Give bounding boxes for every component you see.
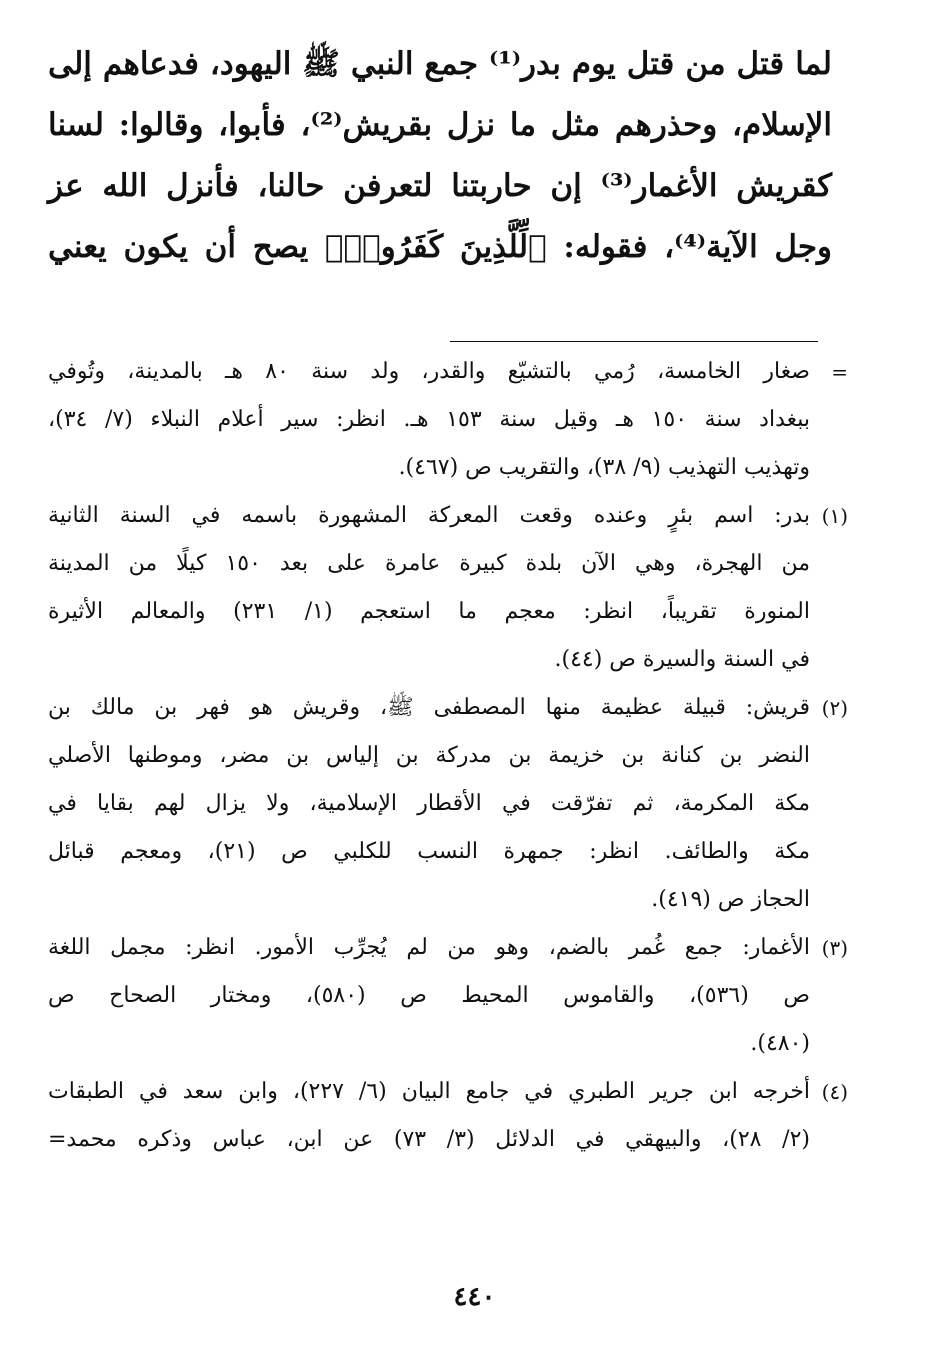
footnote-line: الحجاز ص (٤١٩). [651,887,810,912]
footnote-line: (٢/ ٢٨)، والبيهقي في الدلائل (٣/ ٧٣) عن ابن، عباس وذكره محمد= [48,1127,811,1152]
footnote-line: ببغداد سنة ١٥٠ هـ وقيل سنة ١٥٣ هـ. انظر: سير أعلام النبلاء (٧/ ٣٤)، [48,407,810,432]
footnote-line: أخرجه ابن جرير الطبري في جامع البيان (٦/ ٢٢٧)، وابن سعد في الطبقات [48,1079,810,1104]
footnote-separator [450,341,818,342]
footnote-marker: (١) [821,504,848,528]
footnote-marker: = [831,360,848,384]
footnote-marker: (٤) [821,1080,848,1104]
footnote-line: الأغمار: جمع غُمر بالضم، وهو من لم يُجرِّب الأمور. انظر: مجمل اللغة [48,935,810,960]
main-text-line: لما قتل من قتل يوم بدر⁽¹⁾ جمع النبي ﷺ اليهود، فدعاهم إلى [48,46,833,82]
footnote-continuation [48,348,848,492]
footnote-line: المنورة تقريباً، انظر: معجم ما استعجم (١/ ٢٣١) والمعالم الأثيرة [48,599,810,624]
main-text-line: كقريش الأغمار⁽³⁾ إن حاربتنا لتعرفن حالنا، فأنزل الله عز [48,168,833,204]
page-number: ٤٤٠ [453,1282,496,1312]
footnote-line: مكة المكرمة، ثم تفرّقت في الأقطار الإسلامية، ولا يزال لهم بقايا في [48,791,810,816]
footnote-2 [48,684,848,924]
footnote-line: ص (٥٣٦)، والقاموس المحيط ص (٥٨٠)، ومختار الصحاح ص [48,983,810,1008]
footnote-line: النضر بن كنانة بن خزيمة بن مدركة بن إلياس بن مضر، وموطنها الأصلي [48,743,810,768]
main-text [48,34,832,278]
footnote-line: بدر: اسم بئرٍ وعنده وقعت المعركة المشهورة باسمه في السنة الثانية [48,503,810,528]
footnote-marker: (٢) [821,696,848,720]
footnotes [48,348,848,1164]
main-text-line: وجل الآية⁽⁴⁾، فقوله: ﴿لِّلَّذِينَ كَفَرُوا۟﴾ يصح أن يكون يعني [48,229,832,265]
footnote-marker: (٣) [821,936,848,960]
footnote-line: من الهجرة، وهي الآن بلدة كبيرة عامرة على بعد ١٥٠ كيلًا من المدينة [48,551,810,576]
footnote-line: قريش: قبيلة عظيمة منها المصطفى ﷺ، وقريش هو فهر بن مالك بن [48,695,810,720]
footnote-line: مكة والطائف. انظر: جمهرة النسب للكلبي ص (٢١)، ومعجم قبائل [48,839,810,864]
footnote-4 [48,1068,848,1164]
main-text-line: الإسلام، وحذرهم مثل ما نزل بقريش⁽²⁾، فأبوا، وقالوا: لسنا [48,107,832,143]
footnote-line: وتهذيب التهذيب (٩/ ٣٨)، والتقريب ص (٤٦٧). [398,455,810,480]
footnote-line: (٤٨٠). [750,1031,810,1056]
footnote-1 [48,492,848,684]
footnote-line: في السنة والسيرة ص (٤٤). [554,647,810,672]
footnote-3 [48,924,848,1068]
footnote-line: صغار الخامسة، رُمي بالتشيّع والقدر، ولد سنة ٨٠ هـ بالمدينة، وتُوفي [48,359,810,384]
